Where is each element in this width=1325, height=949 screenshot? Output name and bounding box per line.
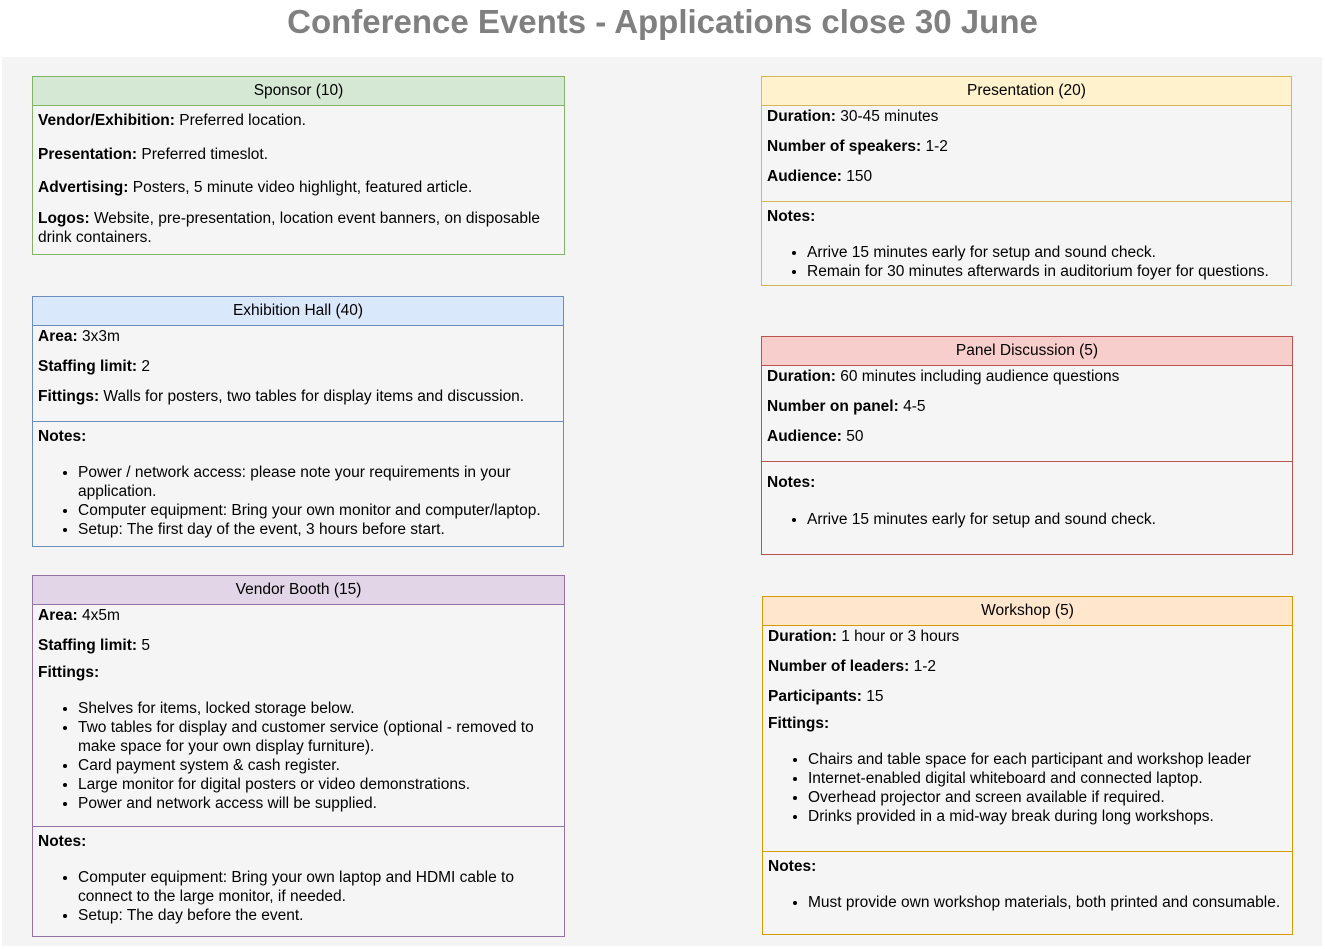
exhibition-hall-card[interactable] xyxy=(32,296,564,547)
list-item: • Power / network access: please note your requirements in your application. xyxy=(78,463,557,501)
presentation-card[interactable] xyxy=(761,76,1292,286)
panel-discussion-card[interactable] xyxy=(761,336,1293,555)
panel-row-audience: Audience: 50 xyxy=(767,428,864,445)
list-item: • Arrive 15 minutes early for setup and sound check. xyxy=(807,510,1286,529)
sponsor-row-logos: Logos: Website, pre-presentation, location event banners, on disposable drink containers. xyxy=(38,210,541,246)
page-title: Conference Events - Applications close 30 June xyxy=(287,3,1038,40)
workshop-header: Workshop (5) xyxy=(763,597,1292,626)
exhibition-row-staffing: Staffing limit: 2 xyxy=(38,358,150,375)
exhibition-notes-label: Notes: xyxy=(38,428,87,445)
presentation-row-audience: Audience: 150 xyxy=(767,168,873,185)
list-item: • Chairs and table space for each participant and workshop leader xyxy=(808,750,1286,769)
vendor-row-staffing: Staffing limit: 5 xyxy=(38,637,150,654)
vendor-booth-card[interactable] xyxy=(32,575,565,937)
exhibition-notes-list xyxy=(38,463,557,539)
vendor-notes-label: Notes: xyxy=(38,833,87,850)
list-item: • Two tables for display and customer service (optional - removed to make space for your own display furniture). xyxy=(78,718,558,756)
panel-row-number: Number on panel: 4-5 xyxy=(767,398,926,415)
vendor-booth-header: Vendor Booth (15) xyxy=(33,576,564,605)
list-item: • Arrive 15 minutes early for setup and sound check. xyxy=(807,243,1285,262)
vendor-fittings-label: Fittings: xyxy=(38,664,100,681)
list-item: • Remain for 30 minutes afterwards in auditorium foyer for questions. xyxy=(807,262,1285,281)
vendor-row-area: Area: 4x5m xyxy=(38,607,120,624)
panel-discussion-header: Panel Discussion (5) xyxy=(762,337,1292,366)
sponsor-row-presentation: Presentation: Preferred timeslot. xyxy=(38,146,268,163)
list-item: • Card payment system & cash register. xyxy=(78,756,558,775)
list-item: • Drinks provided in a mid-way break during long workshops. xyxy=(808,807,1286,826)
presentation-notes-label: Notes: xyxy=(767,208,816,225)
presentation-row-speakers: Number of speakers: 1-2 xyxy=(767,138,948,155)
workshop-notes-label: Notes: xyxy=(768,858,817,875)
workshop-row-leaders: Number of leaders: 1-2 xyxy=(768,658,936,675)
workshop-fittings-list xyxy=(768,750,1286,826)
workshop-card[interactable] xyxy=(762,596,1293,935)
exhibition-row-area: Area: 3x3m xyxy=(38,328,120,345)
panel-notes-label: Notes: xyxy=(767,474,816,491)
workshop-row-duration: Duration: 1 hour or 3 hours xyxy=(768,628,960,645)
vendor-fittings-list xyxy=(38,699,558,813)
sponsor-header: Sponsor (10) xyxy=(33,77,564,106)
sponsor-row-advertising: Advertising: Posters, 5 minute video highlight, featured article. xyxy=(38,179,473,196)
list-item: • Power and network access will be supplied. xyxy=(78,794,558,813)
workshop-fittings-label: Fittings: xyxy=(768,715,830,732)
presentation-header: Presentation (20) xyxy=(762,77,1291,106)
list-item: • Must provide own workshop materials, both printed and consumable. xyxy=(808,893,1286,912)
exhibition-hall-header: Exhibition Hall (40) xyxy=(33,297,563,326)
list-item: • Internet-enabled digital whiteboard and connected laptop. xyxy=(808,769,1286,788)
panel-notes-list xyxy=(767,510,1286,529)
presentation-row-duration: Duration: 30-45 minutes xyxy=(767,108,939,125)
list-item: • Setup: The first day of the event, 3 hours before start. xyxy=(78,520,557,539)
presentation-notes-list xyxy=(767,243,1285,281)
list-item: • Computer equipment: Bring your own laptop and HDMI cable to connect to the large monitor, if needed. xyxy=(78,868,558,906)
list-item: • Setup: The day before the event. xyxy=(78,906,558,925)
list-item: • Overhead projector and screen available if required. xyxy=(808,788,1286,807)
list-item: • Computer equipment: Bring your own monitor and computer/laptop. xyxy=(78,501,557,520)
workshop-row-participants: Participants: 15 xyxy=(768,688,884,705)
list-item: • Large monitor for digital posters or video demonstrations. xyxy=(78,775,558,794)
vendor-notes-list xyxy=(38,868,558,925)
workshop-notes-list xyxy=(768,893,1286,912)
exhibition-row-fittings: Fittings: Walls for posters, two tables for display items and discussion. xyxy=(38,388,525,405)
sponsor-row-vendor: Vendor/Exhibition: Preferred location. xyxy=(38,112,306,129)
sponsor-card[interactable] xyxy=(32,76,565,255)
panel-row-duration: Duration: 60 minutes including audience questions xyxy=(767,368,1120,385)
list-item: • Shelves for items, locked storage below. xyxy=(78,699,558,718)
